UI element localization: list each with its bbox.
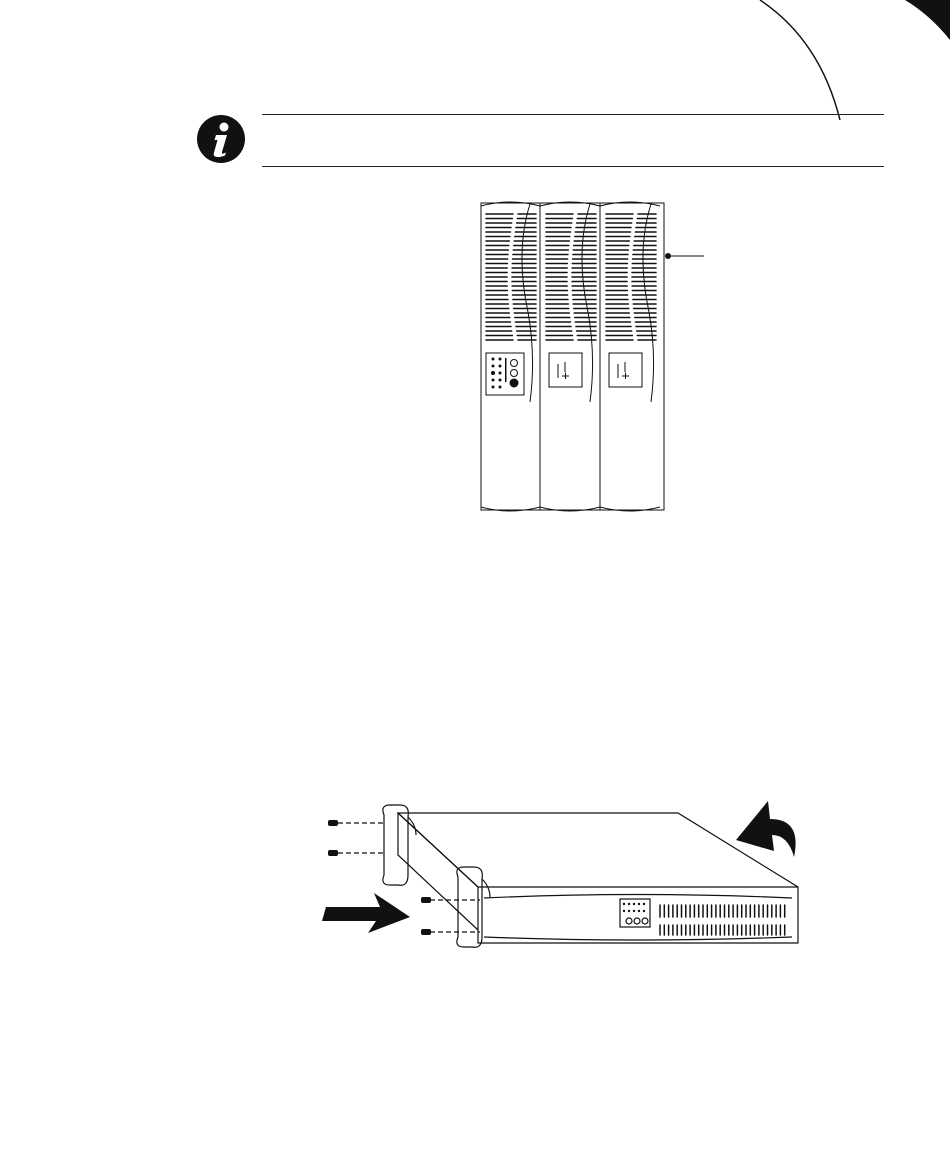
note-block bbox=[196, 112, 884, 170]
page-corner-arc bbox=[0, 0, 950, 120]
note-bottom-rule bbox=[262, 166, 884, 167]
ups-tower-with-battery-modules-illustration bbox=[470, 192, 720, 522]
info-icon bbox=[196, 114, 246, 164]
rackmount-ups-handle-install-illustration bbox=[318, 795, 818, 960]
note-top-rule bbox=[262, 114, 884, 115]
